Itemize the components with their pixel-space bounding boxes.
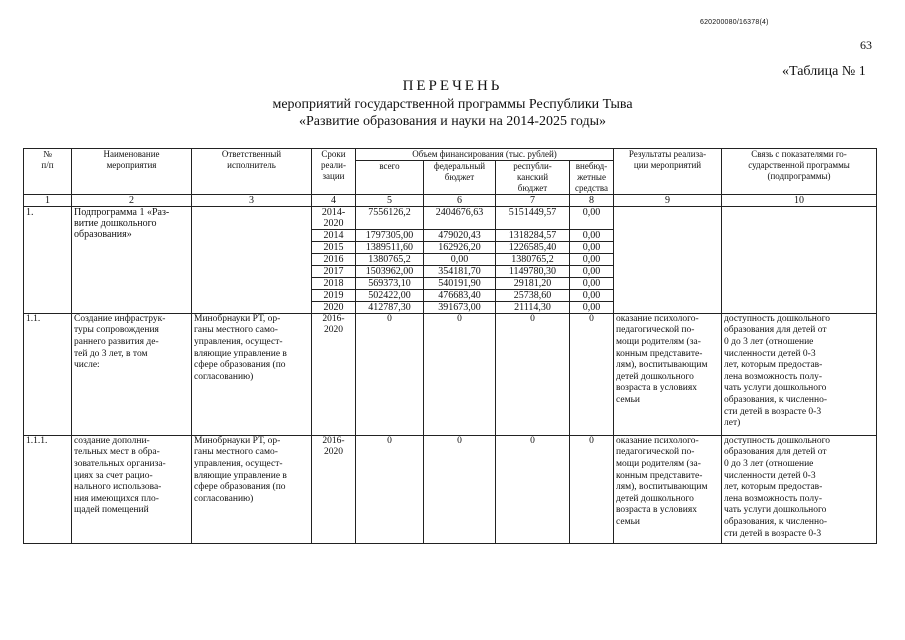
row-number: 1.1.	[24, 313, 72, 435]
col-number: 3	[192, 194, 312, 206]
link-cell	[722, 206, 877, 313]
extra-cell: 0,00	[570, 265, 614, 277]
year-cell: 2017	[312, 265, 356, 277]
extra-cell: 0,00	[570, 206, 614, 229]
header-row	[24, 149, 877, 161]
link-cell: доступность дошкольного образования для детей от 0 до 3 лет (отношение численности детей 0-3 лет, которым предостав- лена возможность полу- чать услуги дошкольного образования, к численно- сти детей в возрасте 0-3	[722, 435, 877, 543]
republic-cell: 25738,60	[496, 289, 570, 301]
col-header-link: Связь с показателями го- сударственной программы (подпрограммы)	[722, 149, 877, 195]
total-cell: 1503962,00	[356, 265, 424, 277]
total-cell: 412787,30	[356, 301, 424, 313]
col-header-funding: Объем финансирования (тыс. рублей)	[356, 149, 614, 161]
col-header-no: № п/п	[24, 149, 72, 195]
republic-cell: 1318284,57	[496, 229, 570, 241]
document-code: 620200080/16378(4)	[700, 19, 769, 26]
document-subtitle: мероприятий государственной программы Республики Тыва	[272, 97, 633, 112]
col-number: 6	[424, 194, 496, 206]
terms-cell: 2016- 2020	[312, 435, 356, 543]
col-header-republic: республи- канский бюджет	[496, 160, 570, 194]
col-number: 5	[356, 194, 424, 206]
extra-cell: 0	[570, 313, 614, 435]
executor-cell: Минобрнауки РТ, ор- ганы местного само- управления, осущест- вляющие управление в сфере образования (по согласованию)	[192, 313, 312, 435]
year-cell: 2016	[312, 253, 356, 265]
federal-cell: 391673,00	[424, 301, 496, 313]
col-number: 9	[614, 194, 722, 206]
table-row	[24, 206, 877, 229]
measure-name: создание дополни- тельных мест в обра- зовательных организа- циях за счет рацио- нального использова- ния имеющихся пло- щадей помещений	[72, 435, 192, 543]
table-reference: «Таблица № 1	[782, 64, 866, 79]
results-cell: оказание психолого- педагогической по- мощи родителям (за- конным представите- лям), воспитывающим детей дошкольного возраста в условиях семьи	[614, 313, 722, 435]
program-name: «Развитие образования и науки на 2014-2025 годы»	[299, 114, 606, 129]
extra-cell: 0,00	[570, 253, 614, 265]
col-number: 4	[312, 194, 356, 206]
year-cell: 2020	[312, 301, 356, 313]
row-number: 1.1.1.	[24, 435, 72, 543]
col-header-total: всего	[356, 160, 424, 194]
col-number: 10	[722, 194, 877, 206]
republic-cell: 21114,30	[496, 301, 570, 313]
republic-cell: 1149780,30	[496, 265, 570, 277]
executor-cell	[192, 206, 312, 313]
table-row	[24, 435, 877, 543]
row-number: 1.	[24, 206, 72, 313]
col-header-executor: Ответственный исполнитель	[192, 149, 312, 195]
executor-cell: Минобрнауки РТ, ор- ганы местного само- управления, осущест- вляющие управление в сфере образования (по согласованию)	[192, 435, 312, 543]
subprogram-name: Подпрограмма 1 «Раз- витие дошкольного образования»	[72, 206, 192, 313]
page-number: 63	[860, 38, 872, 52]
republic-cell: 5151449,57	[496, 206, 570, 229]
year-cell: 2014	[312, 229, 356, 241]
extra-cell: 0,00	[570, 241, 614, 253]
document-title: ПЕРЕЧЕНЬ	[402, 78, 503, 94]
link-cell: доступность дошкольного образования для детей от 0 до 3 лет (отношение численности детей 0-3 лет, которым предостав- лена возможность полу- чать услуги дошкольного образования, к численно- сти детей в возрасте 0-3 лет)	[722, 313, 877, 435]
extra-cell: 0,00	[570, 289, 614, 301]
terms-cell: 2016- 2020	[312, 313, 356, 435]
results-cell	[614, 206, 722, 313]
total-cell: 1389511,60	[356, 241, 424, 253]
republic-cell: 1380765,2	[496, 253, 570, 265]
col-header-results: Результаты реализа- ции мероприятий	[614, 149, 722, 195]
col-header-extra: внебюд- жетные средства	[570, 160, 614, 194]
federal-cell: 2404676,63	[424, 206, 496, 229]
column-number-row	[24, 194, 877, 206]
federal-cell: 540191,90	[424, 277, 496, 289]
table-row	[24, 313, 877, 435]
federal-cell: 354181,70	[424, 265, 496, 277]
republic-cell: 0	[496, 435, 570, 543]
year-cell: 2014- 2020	[312, 206, 356, 229]
extra-cell: 0,00	[570, 301, 614, 313]
total-cell: 1380765,2	[356, 253, 424, 265]
republic-cell: 0	[496, 313, 570, 435]
federal-cell: 476683,40	[424, 289, 496, 301]
measures-table	[23, 148, 877, 544]
col-header-terms: Сроки реали- зации	[312, 149, 356, 195]
total-cell: 569373,10	[356, 277, 424, 289]
extra-cell: 0,00	[570, 277, 614, 289]
col-header-name: Наименование мероприятия	[72, 149, 192, 195]
results-cell: оказание психолого- педагогической по- мощи родителям (за- конным представите- лям), воспитывающим детей дошкольного возраста в условиях семьи	[614, 435, 722, 543]
year-cell: 2015	[312, 241, 356, 253]
total-cell: 502422,00	[356, 289, 424, 301]
col-number: 1	[24, 194, 72, 206]
federal-cell: 0	[424, 435, 496, 543]
year-cell: 2018	[312, 277, 356, 289]
total-cell: 1797305,00	[356, 229, 424, 241]
measure-name: Создание инфраструк- туры сопровождения раннего развития де- тей до 3 лет, в том числе:	[72, 313, 192, 435]
total-cell: 0	[356, 435, 424, 543]
year-cell: 2019	[312, 289, 356, 301]
col-number: 2	[72, 194, 192, 206]
extra-cell: 0	[570, 435, 614, 543]
total-cell: 7556126,2	[356, 206, 424, 229]
republic-cell: 29181,20	[496, 277, 570, 289]
federal-cell: 479020,43	[424, 229, 496, 241]
col-number: 7	[496, 194, 570, 206]
federal-cell: 0	[424, 313, 496, 435]
federal-cell: 0,00	[424, 253, 496, 265]
republic-cell: 1226585,40	[496, 241, 570, 253]
col-header-federal: федеральный бюджет	[424, 160, 496, 194]
federal-cell: 162926,20	[424, 241, 496, 253]
total-cell: 0	[356, 313, 424, 435]
extra-cell: 0,00	[570, 229, 614, 241]
col-number: 8	[570, 194, 614, 206]
